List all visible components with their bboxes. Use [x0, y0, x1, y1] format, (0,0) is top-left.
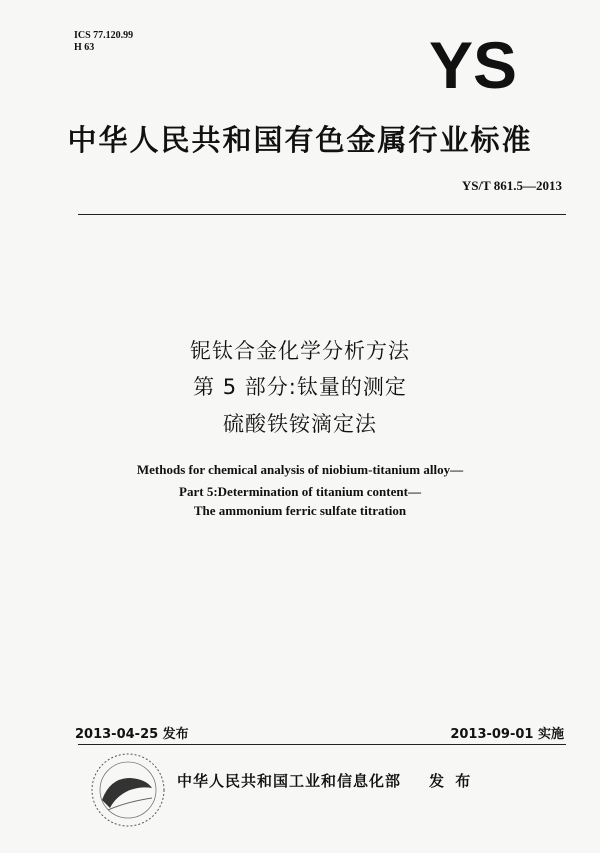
english-title-line-3: The ammonium ferric sulfate titration: [193, 503, 407, 518]
ics-code: ICS 77.120.99: [74, 30, 134, 41]
publisher-seal-icon: [86, 748, 170, 832]
chinese-title-line-3: 硫酸铁铵滴定法: [223, 412, 377, 436]
bottom-divider: [78, 744, 566, 745]
classification-codes: [74, 30, 133, 54]
issue-date: 2013-04-25 发布: [75, 727, 189, 742]
standard-number: YS/T 861.5—2013: [461, 178, 562, 193]
issue-label: 发 布: [429, 772, 474, 790]
ys-logo: [412, 38, 534, 92]
industry-standard-title: 中华人民共和国有色金属行业标准: [67, 123, 533, 157]
issuing-authority: 中华人民共和国工业和信息化部: [177, 772, 402, 790]
chinese-title-line-2: 第 5 部分:钛量的测定: [193, 375, 407, 399]
top-divider: [78, 214, 566, 215]
implementation-date: 2013-09-01 实施: [450, 727, 564, 742]
english-title-line-2: Part 5:Determination of titanium content—: [179, 484, 421, 499]
ys-logo-text: YS: [428, 38, 518, 92]
chinese-title-line-1: 铌钛合金化学分析方法: [190, 339, 410, 363]
english-title-line-1: Methods for chemical analysis of niobium-titanium alloy—: [136, 462, 464, 477]
ccs-code: H 63: [74, 42, 95, 53]
